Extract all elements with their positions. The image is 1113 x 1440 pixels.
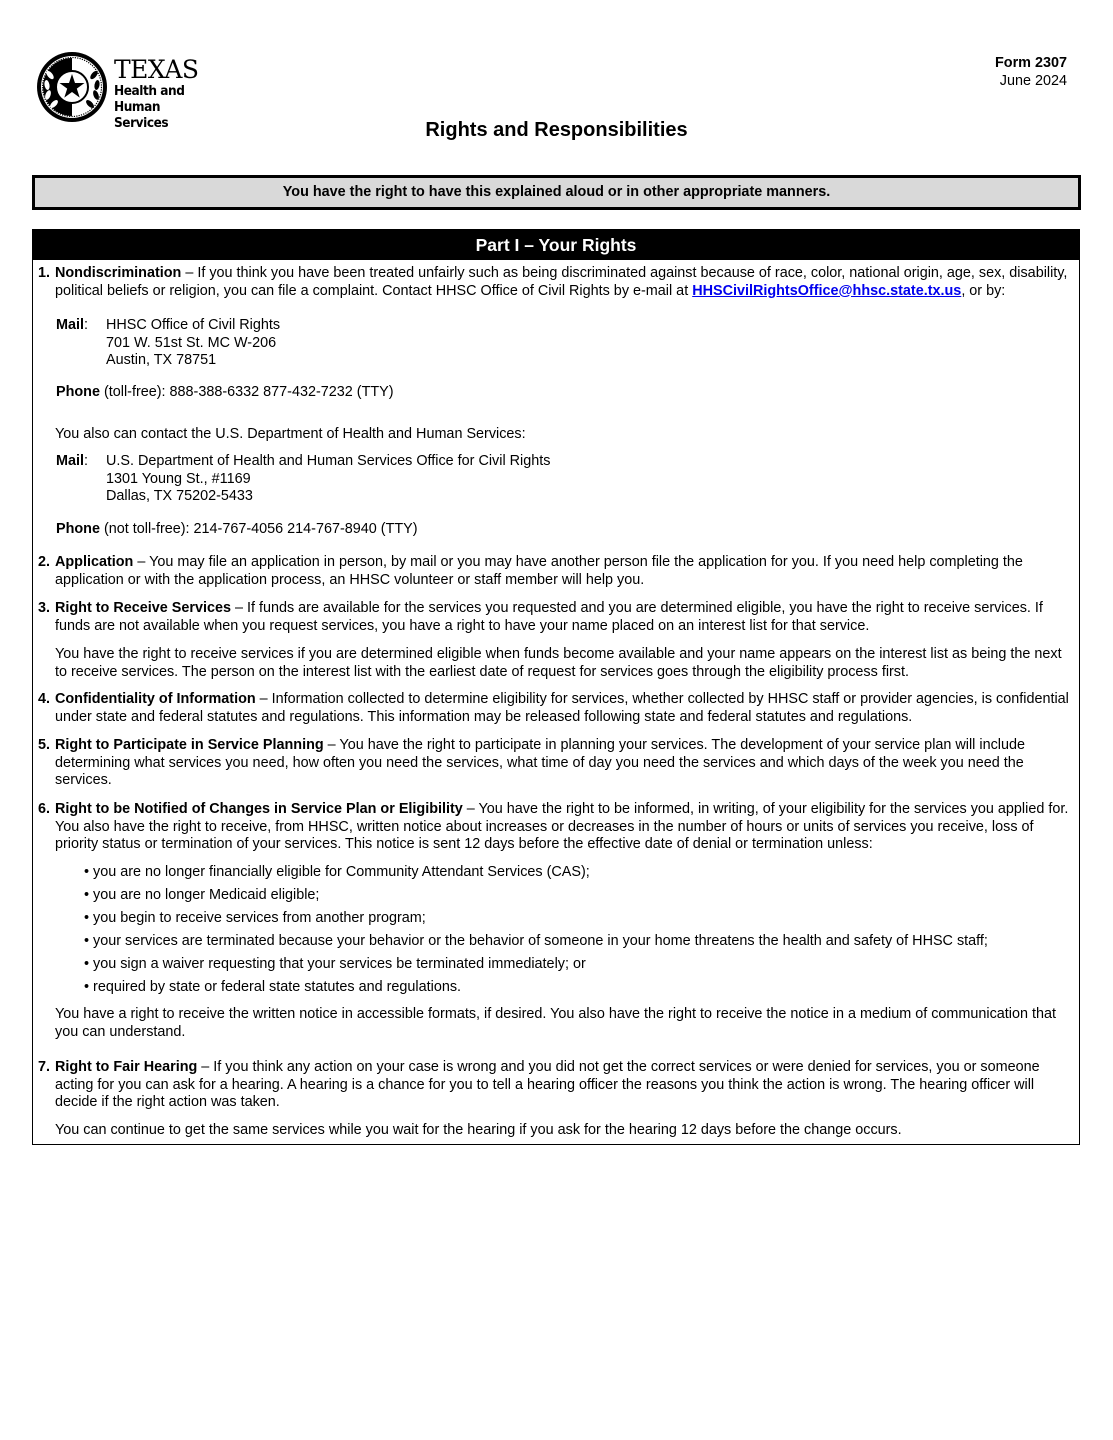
address-line: HHSC Office of Civil Rights (106, 317, 281, 333)
item-number: 4. (38, 691, 51, 707)
right-item-2 (38, 554, 1079, 589)
civil-rights-email-link[interactable]: HHSCivilRightsOffice@hhsc.state.tx.us (692, 282, 962, 299)
address-line: 701 W. 51st St. MC W-206 (106, 334, 277, 351)
agency-name-line2: Health and Human (114, 83, 185, 115)
list-item: • required by state or federal state statutes and regulations. (84, 979, 462, 995)
address-line: U.S. Department of Health and Human Services Office for Civil Rights (106, 453, 551, 469)
list-item: • you are no longer financially eligible for Community Attendant Services (CAS); (84, 864, 590, 880)
item-title: Confidentiality of Information (55, 691, 256, 707)
exceptions-list (84, 864, 988, 1002)
mail-label: Mail (56, 453, 84, 469)
address-line: Austin, TX 78751 (106, 352, 217, 369)
item-text: – You have the right to be informed, in writing, of your eligibility for the services you applied for. You also have the right to receive, from HHSC, written notice about increases or decreases in the number of hours or units of services you receive, loss of priority status or termination of your services. This notice is sent 12 days before the effective date of denial or termination unless: (55, 801, 1069, 853)
phone-numbers: (not toll-free): 214-767-4056 214-767-8940 (TTY) (99, 521, 418, 537)
form-number: Form 2307 (995, 55, 1067, 71)
item-number: 1. (38, 265, 51, 281)
page-title: Rights and Responsibilities (425, 119, 688, 141)
item-text: – If you think any action on your case is wrong and you did not get the correct services or were denied for services, you or someone acting for you can ask for a hearing. A hearing is a chance for you to tell a hearing officer the reasons you think the action is wrong. The hearing officer will decide if the right action was taken. (55, 1059, 1040, 1111)
item-text: – Information collected to determine eligibility for services, whether collected by HHSC staff or provider agencies, is confidential under state and federal statutes and regulations. This information may be released following state and federal statutes and regulations. (55, 691, 1069, 725)
item-text: – You have the right to participate in planning your services. The development of your service plan will include determining what services you need, how often you need the services, what time of day you need the services and which days of the week you need the services. (55, 737, 1025, 789)
address-line: Dallas, TX 75202-5433 (106, 488, 253, 505)
form-date: June 2024 (999, 73, 1067, 89)
phone-label: Phone (56, 521, 100, 537)
list-item: • you sign a waiver requesting that your services be terminated immediately; or (84, 956, 586, 972)
texas-seal-icon (35, 49, 109, 125)
phone-label: Phone (56, 384, 100, 400)
right-item-1 (38, 265, 1079, 300)
item-title: Right to be Notified of Changes in Service Plan or Eligibility (55, 801, 463, 817)
address-line: 1301 Young St., #1169 (106, 470, 251, 487)
agency-name-line3: Services (114, 115, 169, 131)
item-text: – You may file an application in person, by mail or you may have another person file the application for you. If you need help completing the application or with the application process, an HHSC volunteer or staff member will help you. (55, 554, 1023, 588)
agency-name-texas: TEXAS (114, 55, 199, 84)
list-item: • you are no longer Medicaid eligible; (84, 887, 320, 903)
item-7-paragraph-2: You can continue to get the same services while you wait for the hearing if you ask for the hearing 12 days before the change occurs. (55, 1122, 902, 1138)
phone-numbers: (toll-free): 888-388-6332 877-432-7232 (TTY) (99, 384, 394, 400)
list-item: • your services are terminated because your behavior or the behavior of someone in your home threatens the health and safety of HHSC staff; (84, 933, 988, 949)
part-1-section (32, 229, 1080, 1145)
right-item-5 (38, 737, 1079, 790)
hhs-logo (35, 49, 235, 131)
item-text-end: , or by: (961, 282, 1006, 299)
item-title: Application (55, 554, 134, 570)
mail-colon: : (84, 453, 88, 469)
item-number: 5. (38, 737, 51, 753)
form-identifier (995, 54, 1067, 90)
mail-label: Mail (56, 317, 84, 333)
item-3-paragraph-2: You have the right to receive services if you are determined eligible when funds become available and your name appears on the interest list as being the next to receive services. The person on the interest list with the earliest date of request for services goes through the eligibility process first. (55, 646, 1062, 680)
list-item: • you begin to receive services from another program; (84, 910, 426, 926)
item-title: Right to Fair Hearing (55, 1059, 198, 1075)
item-number: 6. (38, 801, 51, 817)
item-number: 3. (38, 600, 51, 616)
mail-colon: : (84, 317, 88, 333)
item-title: Right to Participate in Service Planning (55, 737, 324, 753)
notice-banner: You have the right to have this explained aloud or in other appropriate manners. (32, 175, 1081, 210)
item-text: – If you think you have been treated unfairly such as being discriminated against because of race, color, national origin, age, sex, disability, political beliefs or religion, you can file a complaint. Contact HHSC Office of Civil Rights by e-mail at (55, 265, 1068, 299)
hhsc-phone (56, 384, 394, 402)
also-contact-text: You also can contact the U.S. Department of Health and Human Services: (55, 426, 526, 442)
item-text: – If funds are available for the services you requested and you are determined eligible, you have the right to receive services. If funds are not available when you request services, you have a right to have your name placed on an interest list for that service. (55, 600, 1043, 634)
right-item-3 (38, 600, 1079, 635)
item-number: 2. (38, 554, 51, 570)
item-6-paragraph-2: You have a right to receive the written notice in accessible formats, if desired. You also have the right to receive the notice in a medium of communication that you can understand. (55, 1006, 1056, 1040)
part-1-heading: Part I – Your Rights (33, 230, 1079, 260)
right-item-7 (38, 1059, 1079, 1112)
item-title: Right to Receive Services (55, 600, 231, 616)
hhs-ocr-phone (56, 521, 418, 539)
right-item-4 (38, 691, 1079, 726)
right-item-6 (38, 801, 1079, 854)
item-title: Nondiscrimination (55, 265, 182, 281)
item-number: 7. (38, 1059, 51, 1075)
